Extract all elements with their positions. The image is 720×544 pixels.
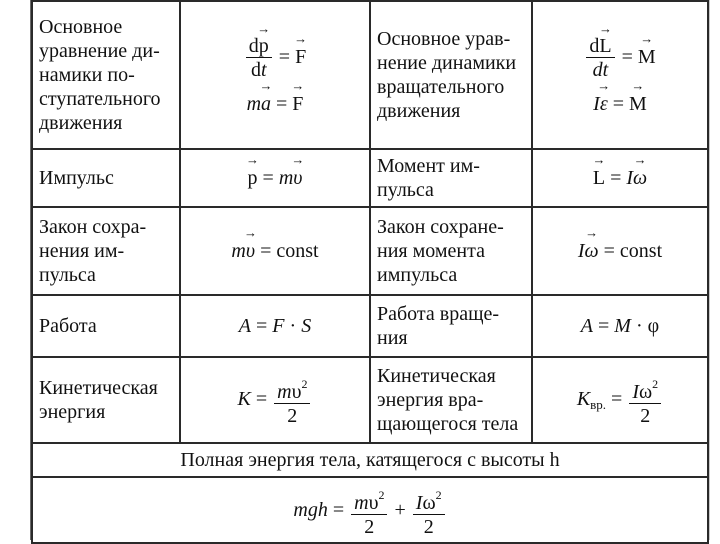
formula-rotational-dynamics: $\frac{d\to L}{dt}$ = → M I→ ε = → M: [532, 1, 708, 149]
table-row: [32, 443, 708, 477]
rolling-energy-title-text: Полная энергия тела, катящегося с высоты h: [180, 449, 560, 471]
table-row: [32, 1, 708, 149]
formula-momentum: → p = m→ υ: [180, 149, 370, 207]
formula-momentum-conservation: m→ υ = const: [180, 207, 370, 295]
formula-rotation-work: A = M · φ: [532, 295, 708, 357]
formula-table: [31, 0, 709, 544]
rolling-energy-title: [32, 443, 708, 477]
table-row: [32, 357, 708, 443]
table-row: [32, 295, 708, 357]
row-label-angular-momentum: Момент им-пульса: [370, 149, 532, 207]
formula-kinetic-energy: K = $\frac{m\upsilon^2}{2}$: [180, 357, 370, 443]
formula-angular-momentum-conservation: I→ ω = const: [532, 207, 708, 295]
row-label-angular-momentum-conservation: Закон сохране-ния момента импульса: [370, 207, 532, 295]
row-label-rotation-work: Работа враще-ния: [370, 295, 532, 357]
rolling-energy-formula: mgh = $\frac{m\upsilon^2}{2}$ + $\frac{I\omega^2}{2}$: [32, 477, 708, 543]
table-row: [32, 149, 708, 207]
table-row: [32, 477, 708, 543]
row-label-momentum-conservation: Закон сохра-нения им-пульса: [32, 207, 180, 295]
row-label-momentum: Импульс: [32, 149, 180, 207]
row-label-rotational-kinetic-energy: Кинетическая энергия вра-щающегося тела: [370, 357, 532, 443]
formula-rotational-kinetic-energy: $K_{вр.}$ = $\frac{I\omega^2}{2}$: [532, 357, 708, 443]
formula-translational-dynamics: $\frac{d\to p}{dt}$ = → F m→ a = → F: [180, 1, 370, 149]
formula-work: A = F · S: [180, 295, 370, 357]
row-label-rotational-dynamics: Основное урав-нение динамики вращательного движения: [370, 1, 532, 149]
formula-angular-momentum: → L = I→ ω: [532, 149, 708, 207]
row-label-kinetic-energy: Кинетическая энергия: [32, 357, 180, 443]
row-label-translational-dynamics: Основное уравнение ди-намики по-ступательного движения: [32, 1, 180, 149]
table-row: [32, 207, 708, 295]
row-label-work: Работа: [32, 295, 180, 357]
